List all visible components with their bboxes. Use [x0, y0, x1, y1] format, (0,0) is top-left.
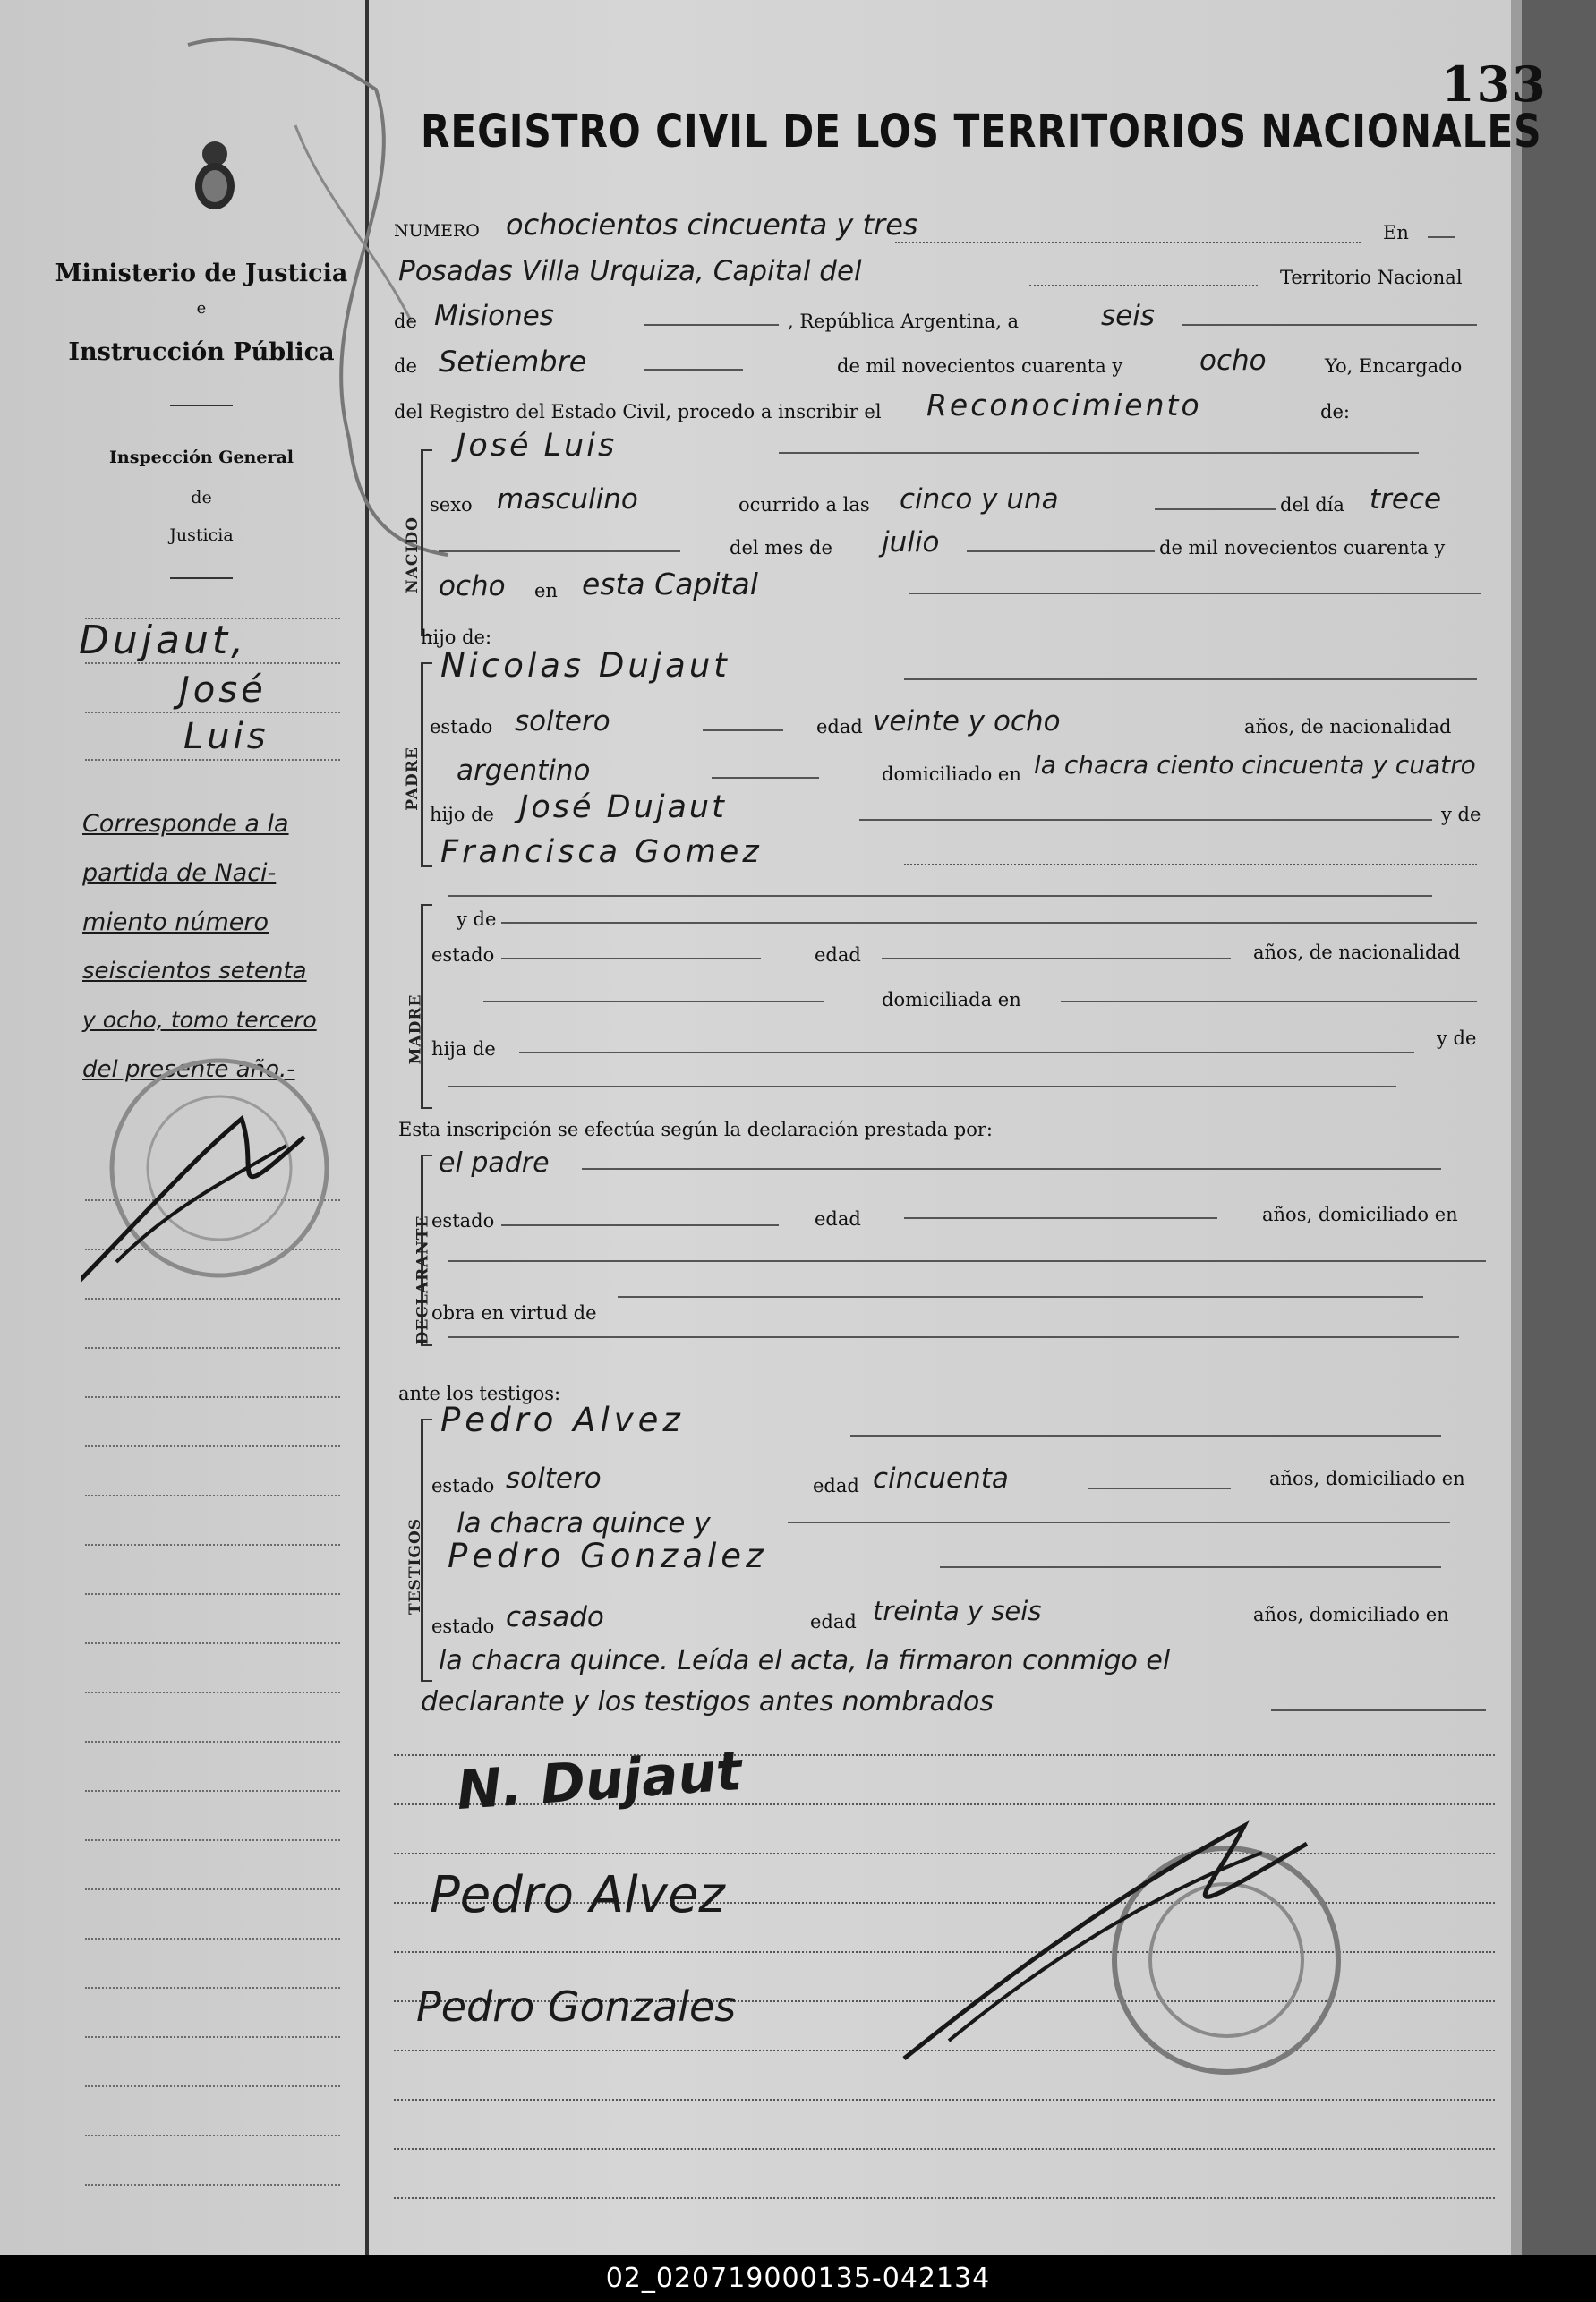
declaracion-label: Esta inscripción se efectúa según la declaración prestada por: — [398, 1119, 993, 1140]
ocurrido-label: ocurrido a las — [738, 494, 870, 516]
madre-estado-label: estado — [431, 944, 495, 966]
child-name: José Luis — [457, 428, 618, 464]
registro-label: del Registro del Estado Civil, procedo a inscribir el — [394, 401, 882, 422]
en2-label: en — [534, 580, 558, 601]
mes-value: julio — [882, 526, 940, 558]
t1-edad-label: edad — [813, 1475, 859, 1496]
inspection-line2: de — [191, 488, 212, 507]
mes-label: del mes de — [730, 537, 832, 558]
binding-edge — [1522, 0, 1596, 2255]
testigo1-name: Pedro Alvez — [440, 1401, 685, 1439]
margin-note-line5: y ocho, tomo tercero — [82, 1007, 317, 1033]
margin-note-line6: del presente año.- — [82, 1056, 295, 1083]
t2-anos-label: años, domiciliado en — [1253, 1604, 1449, 1625]
day-value: seis — [1101, 300, 1155, 332]
de2-label: de — [394, 355, 417, 377]
margin-note-line4: seiscientos setenta — [82, 958, 307, 985]
margin-note-line1: Corresponde a la — [82, 810, 289, 838]
testigo2-name: Pedro Gonzalez — [448, 1537, 768, 1575]
declarante-value: el padre — [439, 1147, 550, 1179]
abuelo: José Dujaut — [519, 789, 727, 825]
padre-nacionalidad: argentino — [457, 755, 591, 787]
numero-label: NUMERO — [394, 221, 480, 241]
dia-value: trece — [1370, 483, 1442, 516]
signature-3: Pedro Gonzales — [416, 1982, 737, 2031]
madre-y-de-label: y de — [457, 908, 497, 930]
t2-estado-label: estado — [431, 1616, 495, 1637]
declarante-label: DECLARANTE — [414, 1215, 432, 1345]
hijo-label: hijo de: — [421, 627, 492, 648]
de3-label: de: — [1320, 401, 1350, 422]
margin-name-line1: Dujaut, — [79, 618, 248, 663]
madre-y-de2-label: y de — [1437, 1027, 1477, 1049]
footer-id: 02_020719000135-042134 — [0, 2255, 1596, 2302]
brace-padre — [421, 662, 432, 867]
acto-value: Reconocimiento — [926, 388, 1202, 422]
official-stamp-right — [886, 1790, 1352, 2112]
padre-domicilio: la chacra ciento cincuenta y cuatro — [1034, 750, 1476, 780]
republica-label: , República Argentina, a — [788, 311, 1020, 332]
de-label: de — [394, 311, 417, 332]
official-stamp-left — [81, 1029, 349, 1316]
inspection-line3: Justicia — [169, 525, 234, 545]
padre-edad: veinte y ocho — [873, 705, 1061, 737]
mil2-label: de mil novecientos cuarenta y — [1159, 537, 1446, 558]
territorio-value: Misiones — [434, 300, 554, 332]
madre-edad-label: edad — [815, 944, 861, 966]
mil-label: de mil novecientos cuarenta y — [837, 355, 1123, 377]
dia-label: del día — [1280, 494, 1344, 516]
lugar-value: esta Capital — [582, 567, 758, 601]
ante-label: ante los testigos: — [398, 1383, 561, 1404]
inspection-line1: Inspección General — [109, 448, 294, 467]
testigo1-estado: soltero — [506, 1462, 602, 1495]
document-title: REGISTRO CIVIL DE LOS TERRITORIOS NACIONALES — [421, 106, 1542, 158]
decl-estado-label: estado — [431, 1210, 495, 1232]
padre-name: Nicolas Dujaut — [440, 646, 730, 685]
territorio-label: Territorio Nacional — [1280, 267, 1463, 288]
hija-de-label: hija de — [431, 1038, 496, 1060]
closing-line2: declarante y los testigos antes nombrados — [421, 1686, 994, 1718]
padre-edad-label: edad — [816, 716, 863, 737]
decl-anos-label: años, domiciliado en — [1262, 1204, 1458, 1225]
obra-label: obra en virtud de — [431, 1302, 597, 1324]
padre-label: PADRE — [403, 746, 422, 811]
brace-nacido — [421, 449, 432, 636]
madre-dom-label: domiciliada en — [882, 989, 1021, 1010]
testigo2-estado: casado — [506, 1601, 604, 1633]
ministry-line3: Instrucción Pública — [68, 338, 335, 366]
yo-label: Yo, Encargado — [1325, 355, 1463, 377]
month-value: Setiembre — [439, 345, 587, 379]
padre-dom-label: domiciliado en — [882, 763, 1021, 785]
page-number: 133 — [1441, 55, 1548, 113]
margin-name-line3: Luis — [183, 716, 269, 757]
margin-note-line2: partida de Naci- — [82, 859, 277, 887]
ministry-line2: e — [196, 299, 207, 318]
testigo2-edad: treinta y seis — [873, 1596, 1042, 1626]
padre-estado: soltero — [515, 705, 610, 737]
margin-note-line3: miento número — [82, 908, 269, 936]
divider-short-2 — [170, 577, 233, 579]
padre-estado-label: estado — [430, 716, 493, 737]
sexo-value: masculino — [497, 483, 638, 516]
testigo1-domicilio: la chacra quince y — [457, 1507, 711, 1539]
madre-label: MADRE — [406, 993, 425, 1065]
nacido-label: NACIDO — [403, 516, 422, 593]
padre-anos-label: años, de nacionalidad — [1244, 716, 1452, 737]
testigos-label: TESTIGOS — [406, 1517, 425, 1616]
signature-2: Pedro Alvez — [430, 1866, 725, 1924]
margin-name-line2: José — [179, 669, 267, 711]
decl-edad-label: edad — [815, 1208, 861, 1230]
year-value: ocho — [1199, 345, 1267, 377]
testigo1-edad: cincuenta — [873, 1462, 1009, 1495]
t2-edad-label: edad — [810, 1611, 857, 1633]
place-value: Posadas Villa Urquiza, Capital del — [398, 255, 862, 287]
t1-anos-label: años, domiciliado en — [1269, 1468, 1465, 1489]
closing-line1: la chacra quince. Leída el acta, la firmaron conmigo el — [439, 1645, 1171, 1676]
padre-y-de-label: y de — [1441, 804, 1481, 825]
t1-estado-label: estado — [431, 1475, 495, 1496]
ministry-line1: Ministerio de Justicia — [55, 260, 348, 287]
anio-value: ocho — [439, 570, 506, 602]
signature-1: N. Dujaut — [454, 1739, 744, 1823]
numero-value: ochocientos cincuenta y tres — [506, 208, 918, 242]
madre-anos-label: años, de nacionalidad — [1253, 942, 1461, 963]
hora-value: cinco y una — [900, 483, 1059, 516]
en-label: En — [1383, 222, 1409, 243]
abuela: Francisca Gomez — [440, 834, 763, 870]
hijo-de-label: hijo de — [430, 804, 494, 825]
sexo-label: sexo — [430, 494, 473, 516]
